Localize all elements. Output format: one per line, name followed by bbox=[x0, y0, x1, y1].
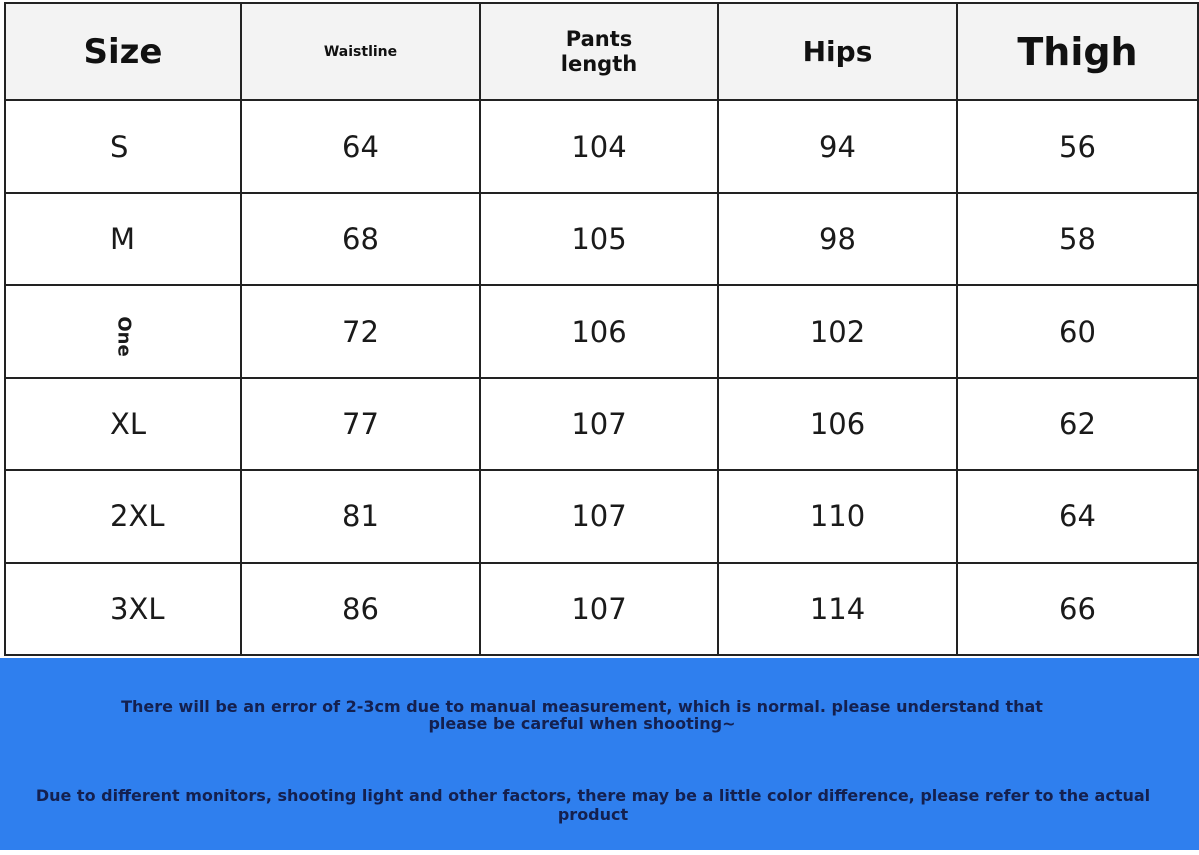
cell-pants-length: 104 bbox=[480, 100, 718, 192]
cell-waistline: 68 bbox=[241, 193, 480, 285]
cell-thigh: 66 bbox=[957, 563, 1198, 655]
cell-size-rotated-text: One bbox=[113, 315, 135, 357]
cell-size: M bbox=[5, 193, 241, 285]
cell-pants-length: 105 bbox=[480, 193, 718, 285]
header-size: Size bbox=[5, 3, 241, 100]
cell-thigh: 62 bbox=[957, 378, 1198, 470]
cell-hips: 98 bbox=[718, 193, 957, 285]
cell-thigh: 58 bbox=[957, 193, 1198, 285]
table-row bbox=[5, 193, 1198, 285]
cell-waistline: 86 bbox=[241, 563, 480, 655]
cell-size: 3XL bbox=[5, 563, 241, 655]
cell-size: XL bbox=[5, 378, 241, 470]
cell-size: 2XL bbox=[5, 470, 241, 562]
measurement-error-note bbox=[0, 698, 1164, 732]
header-pants-length-text: Pants length bbox=[560, 26, 638, 76]
cell-pants-length: 106 bbox=[480, 285, 718, 377]
cell-waistline: 81 bbox=[241, 470, 480, 562]
cell-waistline: 72 bbox=[241, 285, 480, 377]
cell-thigh: 64 bbox=[957, 470, 1198, 562]
cell-size bbox=[5, 285, 241, 377]
table-row bbox=[5, 378, 1198, 470]
table-header-row bbox=[5, 3, 1198, 100]
table-row bbox=[5, 563, 1198, 655]
shooting-care-note-line: please be careful when shooting~ bbox=[428, 714, 736, 733]
color-difference-note: Due to different monitors, shooting light and other factors, there may be a little color difference, please refer to the actual product bbox=[35, 786, 1151, 824]
size-chart-table bbox=[4, 2, 1199, 656]
cell-size: S bbox=[5, 100, 241, 192]
cell-hips: 102 bbox=[718, 285, 957, 377]
header-thigh: Thigh bbox=[957, 3, 1198, 100]
table-row bbox=[5, 100, 1198, 192]
cell-waistline: 77 bbox=[241, 378, 480, 470]
cell-pants-length: 107 bbox=[480, 470, 718, 562]
cell-waistline: 64 bbox=[241, 100, 480, 192]
cell-hips: 114 bbox=[718, 563, 957, 655]
header-hips: Hips bbox=[718, 3, 957, 100]
cell-thigh: 60 bbox=[957, 285, 1198, 377]
header-waistline: Waistline bbox=[241, 3, 480, 100]
measurement-notice-banner bbox=[0, 658, 1199, 850]
cell-thigh: 56 bbox=[957, 100, 1198, 192]
measurement-error-note-line: There will be an error of 2-3cm due to manual measurement, which is normal. please understand that bbox=[121, 697, 1043, 716]
cell-pants-length: 107 bbox=[480, 563, 718, 655]
table-row bbox=[5, 470, 1198, 562]
header-pants-length bbox=[480, 3, 718, 100]
cell-hips: 106 bbox=[718, 378, 957, 470]
cell-pants-length: 107 bbox=[480, 378, 718, 470]
cell-hips: 110 bbox=[718, 470, 957, 562]
table-row bbox=[5, 285, 1198, 377]
cell-hips: 94 bbox=[718, 100, 957, 192]
